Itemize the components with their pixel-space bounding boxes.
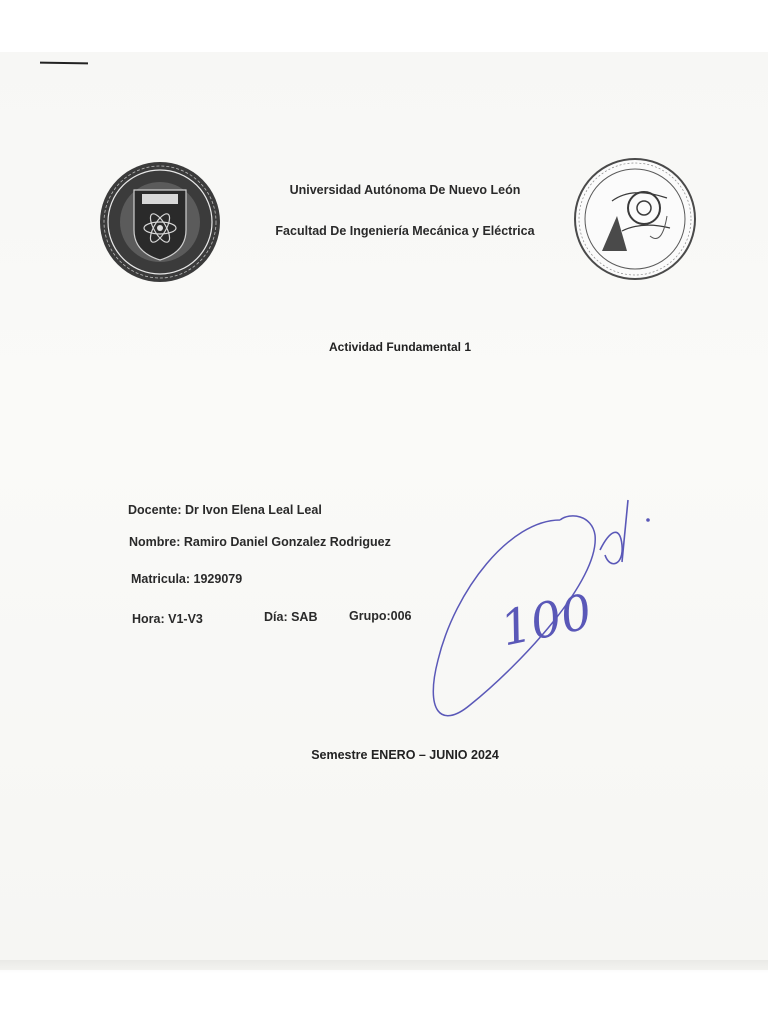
nombre-field: Nombre: Ramiro Daniel Gonzalez Rodriguez <box>129 535 391 549</box>
handwritten-grade-mark <box>400 480 680 770</box>
dia-field: Día: SAB <box>264 610 318 624</box>
grupo-field: Grupo:006 <box>349 609 412 623</box>
semester-label: Semestre ENERO – JUNIO 2024 <box>311 748 499 762</box>
docente-field: Docente: Dr Ivon Elena Leal Leal <box>128 503 322 517</box>
fime-seal-icon <box>572 156 698 282</box>
page-edge-shadow <box>0 960 768 974</box>
university-name: Universidad Autónoma De Nuevo León <box>289 183 521 197</box>
uanl-seal-icon <box>98 160 222 284</box>
grade-value: 100 <box>495 583 597 658</box>
matricula-field: Matricula: 1929079 <box>131 572 243 586</box>
page-title: Actividad Fundamental 1 <box>328 340 472 354</box>
hora-field: Hora: V1-V3 <box>132 612 203 626</box>
faculty-name: Facultad De Ingeniería Mecánica y Eléctrica <box>275 224 535 238</box>
